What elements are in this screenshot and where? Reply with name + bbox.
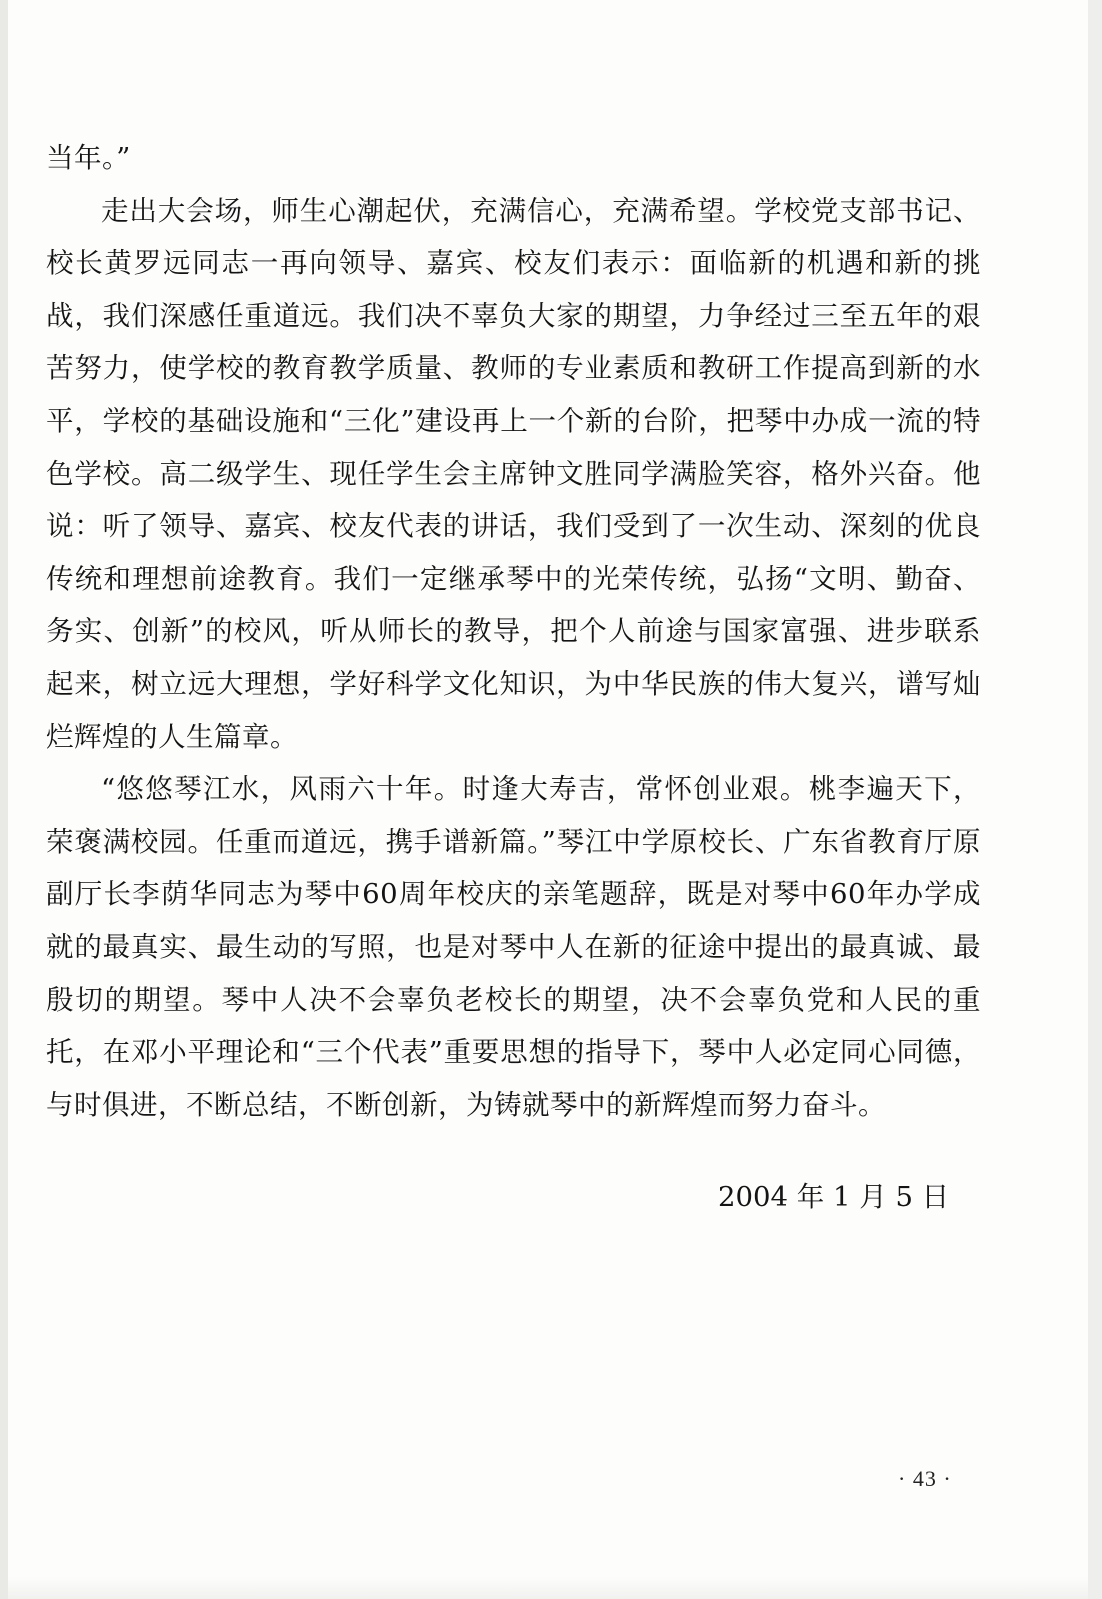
page-bottom-edge (8, 1577, 1088, 1599)
body-text (46, 132, 981, 1131)
page-number: · 43 · (898, 1466, 952, 1491)
paragraph-continuation: 当年。” (46, 142, 131, 174)
signature-date: 2004 年 1 月 5 日 (718, 1181, 950, 1213)
paragraph-inscription: “悠悠琴江水，风雨六十年。时逢大寿吉，常怀创业艰。桃李遍天下，荣褒满校园。任重而道远，携手谱新篇。”琴江中学原校长、广东省教育厅原副厅长李荫华同志为琴中60周年校庆的亲笔题辞，既是对琴中60年办学成就的最真实、最生动的写照，也是对琴中人在新的征途中提出的最真诚、最殷切的期望。琴中人决不会辜负老校长的期望，决不会辜负党和人民的重托，在邓小平理论和“三个代表”重要思想的指导下，琴中人必定同心同德，与时俱进，不断总结，不断创新，为铸就琴中的新辉煌而努力奋斗。 (46, 773, 981, 1121)
paragraph-school-pledge: 走出大会场，师生心潮起伏，充满信心，充满希望。学校党支部书记、校长黄罗远同志一再向领导、嘉宾、校友们表示：面临新的机遇和新的挑战，我们深感任重道远。我们决不辜负大家的期望，力争经过三至五年的艰苦努力，使学校的教育教学质量、教师的专业素质和教研工作提高到新的水平，学校的基础设施和“三化”建设再上一个新的台阶，把琴中办成一流的特色学校。高二级学生、现任学生会主席钟文胜同学满脸笑容，格外兴奋。他说：听了领导、嘉宾、校友代表的讲话，我们受到了一次生动、深刻的优良传统和理想前途教育。我们一定继承琴中的光荣传统，弘扬“文明、勤奋、务实、创新”的校风，听从师长的教导，把个人前途与国家富强、进步联系起来，树立远大理想，学好科学文化知识，为中华民族的伟大复兴，谱写灿烂辉煌的人生篇章。 (46, 194, 981, 753)
